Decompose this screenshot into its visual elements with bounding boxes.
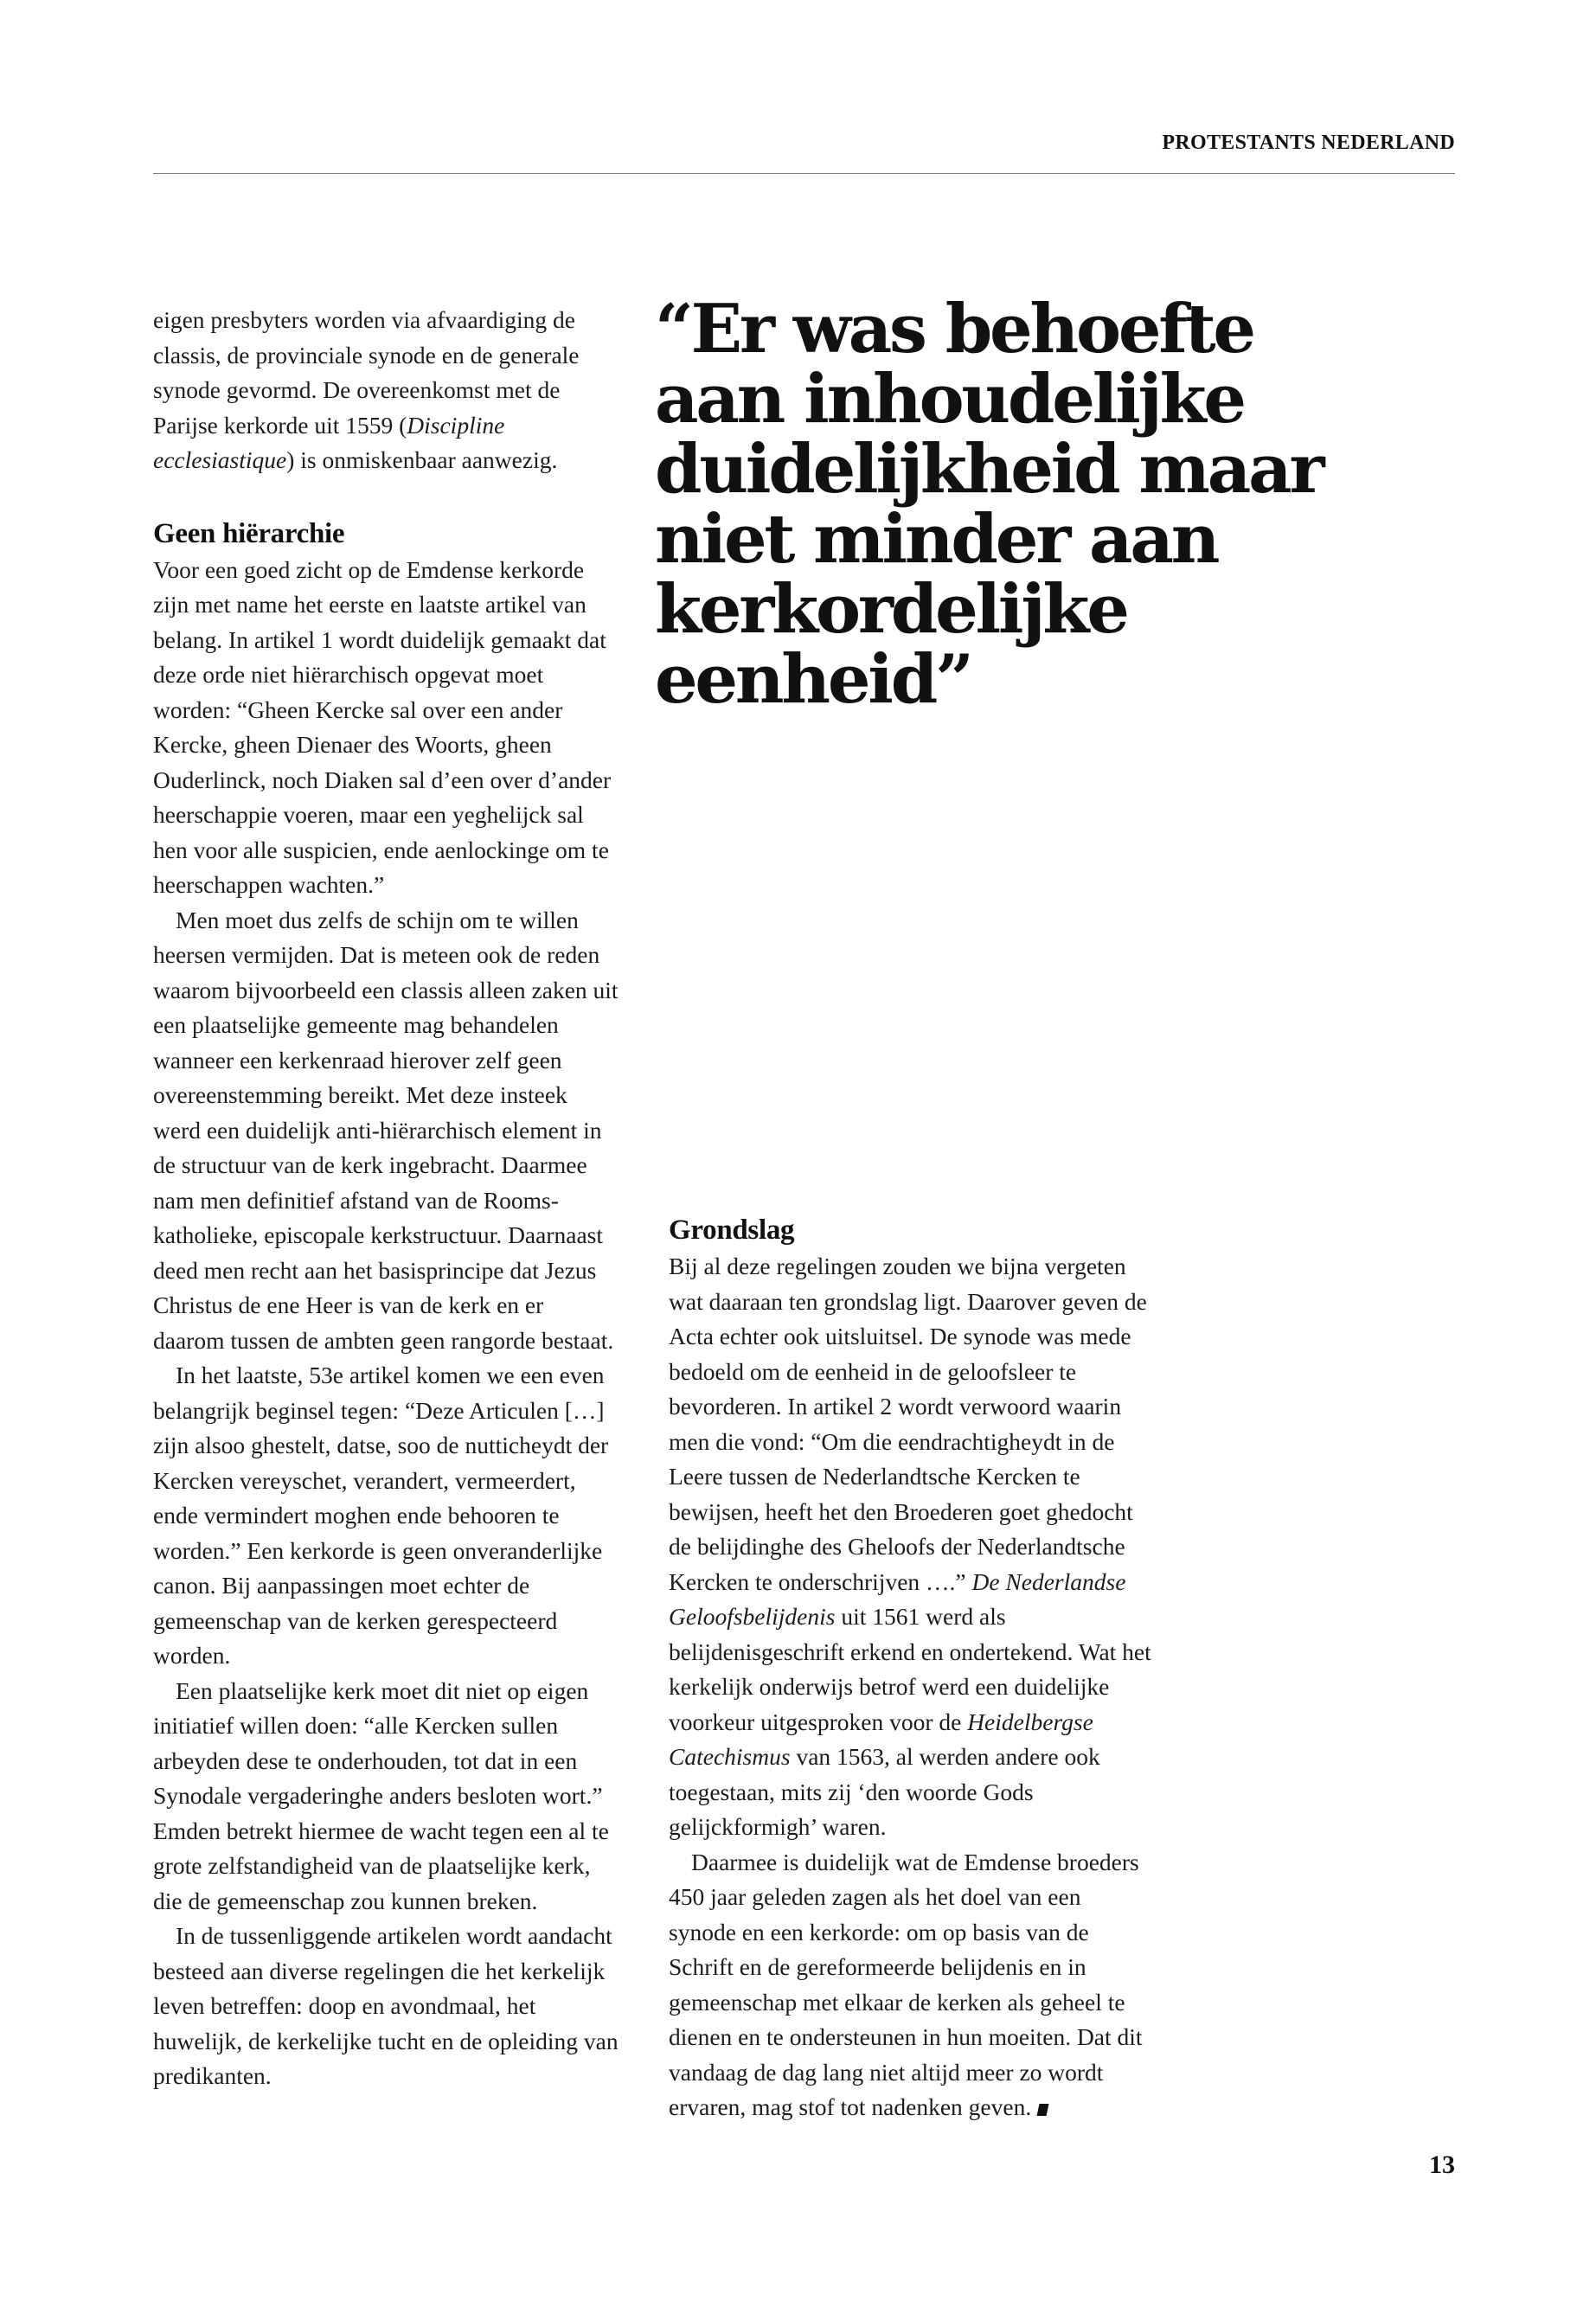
body-paragraph: Men moet dus zelfs de schijn om te willen heersen vermijden. Dat is meteen ook de reden waarom bijvoorbeeld een classis alleen zaken uit een plaatselijke gemeente mag behandelen wanneer een kerkenraad hierover zelf geen overeenstemming bereikt. Met deze insteek werd een duidelijk anti-hiërarchisch element in de structuur van de kerk ingebracht. Daarmee nam men definitief afstand van de Rooms-katholieke, episcopale kerkstructuur. Daarnaast deed men recht aan het basisprincipe dat Jezus Christus de ene Heer is van de kerk en er daarom tussen de ambten geen rangorde bestaat. [153, 906, 619, 1354]
right-column [669, 1211, 1153, 2125]
page-number: 13 [1429, 2150, 1455, 2179]
left-column [153, 303, 620, 2094]
body-paragraph: Een plaatselijke kerk moet dit niet op eigen initiatief willen doen: “alle Kercken sullen arbeyden dese te onderhouden, tot dat in een Synodale vergaderinghe anders besloten wort.” Emden betrekt hiermee de wacht tegen een al te grote zelfstandigheid van de plaatselijke kerk, die de gemeenschap zou kunnen breken. [153, 1676, 609, 1914]
intro-text-end: ) is onmiskenbaar aanwezig. [286, 446, 558, 473]
body-text: van 1563, al werden andere ook toegestaan, mits zij ‘den woorde Gods gelijckformigh’ waren. [669, 1743, 1100, 1840]
body-text: Bij al deze regelingen zouden we bijna vergeten wat daaraan ten grondslag ligt. Daarover geven de Acta echter ook uitsluitsel. De synode was mede bedoeld om de eenheid in de geloofsleer te bevorderen. In artikel 2 wordt verwoord waarin men die vond: “Om die eendrachtigheydt in de Leere tussen de Nederlandtsche Kercken te bewijsen, heeft het den Broederen goet ghedocht de belijdinghe des Gheloofs der Nederlandtsche Kercken te onderschrijven ….” [669, 1253, 1147, 1595]
italic-title-catechismus: Heidelbergse Catechismus [669, 1708, 1093, 1770]
intro-italic-title: Discipline ecclesiastique [153, 411, 505, 473]
italic-title-geloofsbelijdenis: De Nederlandse Geloofsbelijdenis [669, 1567, 1126, 1630]
section-heading-geen-hierarchie: Geen hiërarchie [153, 517, 345, 549]
running-head: PROTESTANTS NEDERLAND [1162, 131, 1455, 154]
body-paragraph [669, 1845, 1153, 2125]
body-text: uit 1561 werd als belijdenisgeschrift erkend en ondertekend. Wat het kerkelijk onderwijs betrof werd een duidelijke voorkeur uitgesproken voor de [669, 1603, 1151, 1735]
end-mark-icon [1037, 2104, 1049, 2116]
intro-text: eigen presbyters worden via afvaardiging de classis, de provinciale synode en de generale synode gevormd. De overeenkomst met de Parijse kerkorde uit 1559 ( [153, 306, 580, 439]
body-paragraph: In het laatste, 53e artikel komen we een even belangrijk beginsel tegen: “Deze Articulen […] zijn alsoo ghestelt, datse, soo de nutticheydt der Kercken vereyschet, verandert, vermeerdert, ende vermindert moghen ende behooren te worden.” Een kerkorde is geen onveranderlijke canon. Bij aanpassingen moet echter de gemeenschap van de kerken gerespecteerd worden. [153, 1362, 609, 1669]
body-paragraph: In de tussenliggende artikelen wordt aandacht besteed aan diverse regelingen die het kerkelijk leven betreffen: doop en avondmaal, het huwelijk, de kerkelijke tucht en de opleiding van predikanten. [153, 1922, 619, 2089]
section-heading-grondslag: Grondslag [669, 1215, 795, 1246]
header-rule [153, 173, 1455, 174]
pull-quote: “Er was behoefte aan inhoudelijke duidelijkheid maar niet minder aan kerkordelijke eenheid” [655, 290, 1323, 719]
intro-paragraph [153, 303, 620, 478]
body-paragraph [669, 1249, 1153, 1845]
body-text: Daarmee is duidelijk wat de Emdense broeders 450 jaar geleden zagen als het doel van een synode en een kerkorde: om op basis van de Schrift en de gereformeerde belijdenis en in gemeenschap met elkaar de kerken als geheel te dienen en te ondersteunen in hun moeiten. Dat dit vandaag de dag lang niet altijd meer zo wordt ervaren, mag stof tot nadenken geven. [669, 1848, 1143, 2120]
body-paragraph: Voor een goed zicht op de Emdense kerkorde zijn met name het eerste en laatste artikel van belang. In artikel 1 wordt duidelijk gemaakt dat deze orde niet hiërarchisch opgevat moet worden: “Gheen Kercke sal over een ander Kercke, gheen Dienaer des Woorts, gheen Ouderlinck, noch Diaken sal d’een over d’ander heerschappie voeren, maar een yeghelijck sal hen voor alle suspicien, ende aenlockinge om te heerschappen wachten.” [153, 555, 612, 898]
